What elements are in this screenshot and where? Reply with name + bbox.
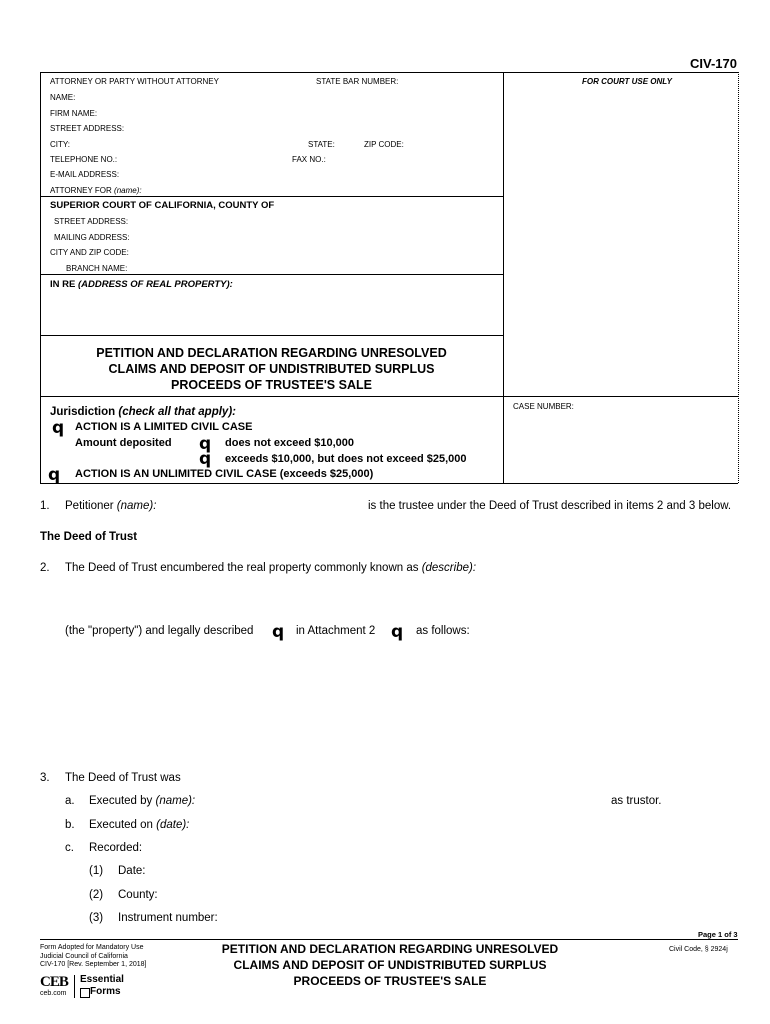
item-3a-letter: a. xyxy=(65,795,75,807)
executed-by-name: (name): xyxy=(155,795,196,807)
left-border xyxy=(40,72,41,483)
footer-rule xyxy=(40,939,738,940)
petitioner-text: Petitioner xyxy=(65,500,114,512)
mailing-label: MAILING ADDRESS: xyxy=(54,233,130,242)
in-re-desc: (ADDRESS OF REAL PROPERTY): xyxy=(77,279,233,290)
attorney-for-name: (name): xyxy=(114,186,142,195)
item-3c-letter: c. xyxy=(65,842,74,854)
page-number: Page 1 of 3 xyxy=(698,930,738,939)
recorded-date-label: Date: xyxy=(118,865,146,877)
attorney-for-text: ATTORNEY FOR xyxy=(50,186,112,195)
executed-by-label xyxy=(89,795,195,807)
form-id: CIV-170 xyxy=(690,56,737,71)
essential-text: Essential xyxy=(80,974,124,985)
follows-label: as follows: xyxy=(416,625,470,637)
email-label: E-MAIL ADDRESS: xyxy=(50,170,120,179)
ceb-logo xyxy=(40,974,135,1000)
footer-title xyxy=(190,941,590,989)
adopted-line-1: Form Adopted for Mandatory Use xyxy=(40,944,144,951)
instrument-number-label: Instrument number: xyxy=(118,912,218,924)
unlimited-label: ACTION IS AN UNLIMITED CIVIL CASE (exceeds $25,000) xyxy=(75,468,374,480)
limited-checkbox[interactable]: q xyxy=(52,418,65,438)
court-street-label: STREET ADDRESS: xyxy=(54,217,129,226)
executed-by-text: Executed by xyxy=(89,795,153,807)
street-label: STREET ADDRESS: xyxy=(50,124,125,133)
in-re-label xyxy=(50,279,233,290)
item-2-text xyxy=(65,562,476,574)
form-title xyxy=(60,345,483,393)
city-zip-label: CITY AND ZIP CODE: xyxy=(50,248,129,257)
attachment-label: in Attachment 2 xyxy=(296,625,376,637)
opt1-label: does not exceed $10,000 xyxy=(225,437,355,449)
firm-label: FIRM NAME: xyxy=(50,109,98,118)
limited-label: ACTION IS A LIMITED CIVIL CASE xyxy=(75,421,253,433)
attorney-label: ATTORNEY OR PARTY WITHOUT ATTORNEY xyxy=(50,77,219,86)
bottom-border xyxy=(40,483,738,484)
item-2-number: 2. xyxy=(40,562,50,574)
branch-label: BRANCH NAME: xyxy=(66,264,128,273)
item-2-desc: (describe): xyxy=(421,562,477,574)
item-2-main: The Deed of Trust encumbered the real property commonly known as xyxy=(65,562,419,574)
executed-on-label xyxy=(89,819,189,831)
form-adopted xyxy=(40,944,147,970)
opt2-label: exceeds $10,000, but does not exceed $25,000 xyxy=(225,453,467,465)
in-re-text: IN RE xyxy=(50,279,76,290)
follows-checkbox[interactable]: q xyxy=(391,622,404,642)
amount-deposited-label: Amount deposited xyxy=(75,437,172,449)
petitioner-label xyxy=(65,500,156,512)
column-divider xyxy=(503,72,504,483)
footer-title-line-2: CLAIMS AND DEPOSIT OF UNDISTRIBUTED SURPLUS xyxy=(233,958,547,972)
property-label: (the "property") and legally described xyxy=(65,625,254,637)
recorded-county-label: County: xyxy=(118,889,158,901)
opt2-checkbox[interactable]: q xyxy=(199,449,212,469)
case-number-divider xyxy=(40,396,738,397)
name-label: NAME: xyxy=(50,93,76,102)
forms-text: Forms xyxy=(90,986,121,997)
jurisdiction-hint: (check all that apply): xyxy=(118,406,236,418)
jurisdiction-text: Jurisdiction xyxy=(50,406,116,418)
state-label: STATE: xyxy=(308,140,335,149)
attachment-checkbox[interactable]: q xyxy=(272,622,285,642)
petitioner-rest: is the trustee under the Deed of Trust described in items 2 and 3 below. xyxy=(368,500,732,512)
in-re-divider xyxy=(40,274,503,275)
case-number-label: CASE NUMBER: xyxy=(513,402,574,411)
adopted-line-2: Judicial Council of California xyxy=(40,952,128,960)
adopted-line-3: CIV-170 [Rev. September 1, 2018] xyxy=(40,961,147,968)
jurisdiction-label xyxy=(50,406,236,418)
ceb-wordmark: CEB xyxy=(40,974,68,990)
unlimited-checkbox[interactable]: q xyxy=(48,465,61,485)
item-3c3-number: (3) xyxy=(89,912,104,924)
top-border xyxy=(40,72,738,73)
recorded-label: Recorded: xyxy=(89,842,143,854)
court-label: SUPERIOR COURT OF CALIFORNIA, COUNTY OF xyxy=(50,200,275,211)
item-3-text: The Deed of Trust was xyxy=(65,772,181,784)
court-use-label: FOR COURT USE ONLY xyxy=(582,77,672,86)
zip-label: ZIP CODE: xyxy=(364,140,404,149)
state-bar-label: STATE BAR NUMBER: xyxy=(316,77,399,86)
item-3c2-number: (2) xyxy=(89,889,104,901)
phone-label: TELEPHONE NO.: xyxy=(50,155,118,164)
title-divider xyxy=(40,335,503,336)
opt1-checkbox[interactable]: q xyxy=(199,434,212,454)
title-line-2: CLAIMS AND DEPOSIT OF UNDISTRIBUTED SURPLUS xyxy=(108,362,435,376)
item-3c1-number: (1) xyxy=(89,865,104,877)
title-line-3: PROCEEDS OF TRUSTEE'S SALE xyxy=(171,378,372,392)
item-3-number: 3. xyxy=(40,772,50,784)
title-line-1: PETITION AND DECLARATION REGARDING UNRESOLVED xyxy=(96,346,447,360)
ceb-url: ceb.com xyxy=(40,990,67,997)
section-heading: The Deed of Trust xyxy=(40,531,138,543)
petitioner-name: (name): xyxy=(116,500,157,512)
city-label: CITY: xyxy=(50,140,71,149)
fax-label: FAX NO.: xyxy=(292,155,326,164)
trustor-label: as trustor. xyxy=(611,795,662,807)
court-divider xyxy=(40,196,503,197)
footer-title-line-3: PROCEEDS OF TRUSTEE'S SALE xyxy=(293,974,487,988)
forms-box-icon xyxy=(80,988,90,998)
executed-on-text: Executed on xyxy=(89,819,153,831)
logo-separator xyxy=(74,975,75,998)
item-3b-letter: b. xyxy=(65,819,75,831)
item-1-number: 1. xyxy=(40,500,50,512)
civil-code: Civil Code, § 2924j xyxy=(669,946,728,953)
footer-title-line-1: PETITION AND DECLARATION REGARDING UNRESOLVED xyxy=(221,942,559,956)
executed-on-date: (date): xyxy=(156,819,190,831)
right-border xyxy=(738,72,739,483)
attorney-for-label xyxy=(50,186,142,195)
